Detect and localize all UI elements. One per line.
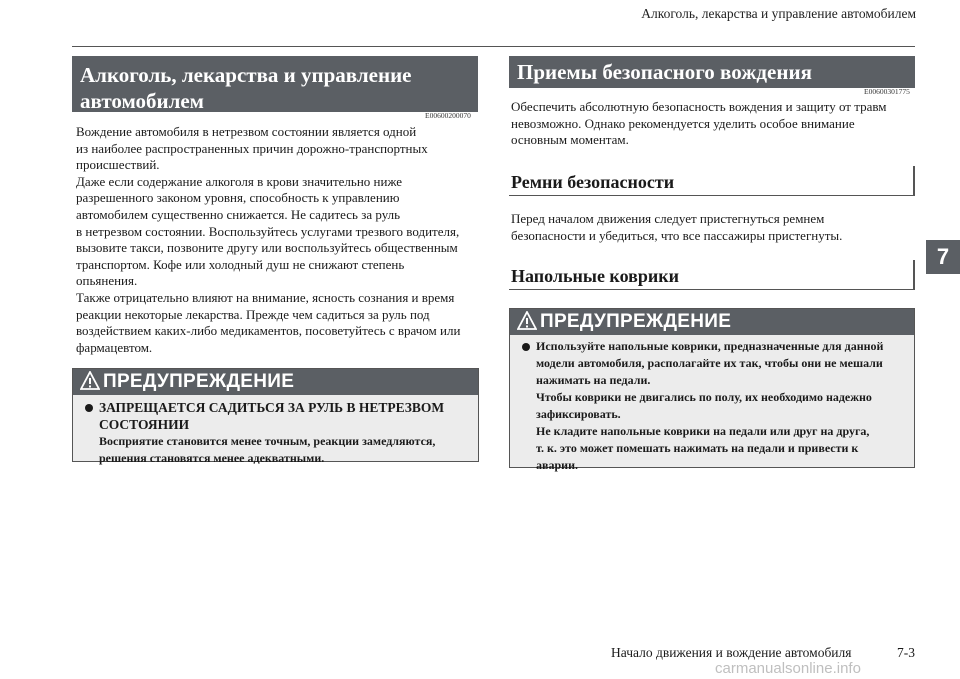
warning-text-line: аварии. [536, 458, 578, 472]
bullet-icon [85, 404, 93, 412]
warning-box-alcohol [72, 368, 479, 465]
text-line: Вождение автомобиля в нетрезвом состоянии является одной [76, 124, 417, 139]
warning-text-line: Восприятие становится менее точным, реакции замедляются, [99, 434, 436, 448]
text-line: из наиболее распространенных причин дорожно-транспортных [76, 140, 428, 156]
warning-label: ПРЕДУПРЕЖДЕНИЕ [540, 311, 732, 332]
text-line: Перед началом движения следует пристегнуться ремнем [511, 211, 825, 226]
section-heading-alcohol [72, 56, 478, 112]
warning-text-line: решения становятся менее адекватными. [99, 451, 325, 465]
chapter-tab: 7 [926, 240, 960, 274]
text-line: разрешенного законом уровня, способность к управлению [76, 190, 400, 206]
text-line: в нетрезвом состоянии. Воспользуйтесь услугами трезвого водителя, [76, 223, 460, 239]
warning-title-line: ЗАПРЕЩАЕТСЯ САДИТЬСЯ ЗА РУЛЬ В НЕТРЕЗВОМ [99, 400, 445, 415]
warning-header [510, 309, 914, 335]
subheading-floor-mats [509, 260, 915, 290]
warning-label: ПРЕДУПРЕЖДЕНИЕ [103, 371, 295, 392]
text-line: вызовите такси, позвоните другу или воспользуйтесь общественным [76, 240, 458, 256]
section-code: E00600301775 [864, 87, 910, 96]
text-line: Обеспечить абсолютную безопасность вождения и защиту от травм [511, 99, 887, 114]
section-heading-safe-driving [509, 56, 915, 88]
text-line: происшествий. [76, 157, 160, 173]
warning-text-line: т. к. это может помешать нажимать на педали и привести к [536, 441, 859, 455]
heading-line: Приемы безопасного вождения [517, 60, 812, 84]
warning-text-line: модели автомобиля, располагайте их так, чтобы они не мешали [536, 356, 883, 370]
text-line: воздействием каких-либо медикаментов, посоветуйтесь с врачом или [76, 323, 461, 339]
warning-triangle-icon [80, 371, 100, 399]
heading-line: Алкоголь, лекарства и управление [80, 63, 412, 87]
text-line: основным моментам. [511, 132, 629, 148]
text-line: автомобилем существенно снижается. Не садитесь за руль [76, 206, 401, 222]
warning-item [522, 338, 906, 474]
warning-body [73, 395, 478, 471]
safe-driving-intro [511, 99, 915, 149]
text-line: транспортом. Кофе или холодный душ не снижают степень [76, 256, 405, 272]
subheading-label: Напольные коврики [511, 266, 679, 286]
seatbelts-text [511, 211, 915, 244]
text-line: Также отрицательно влияют на внимание, ясность сознания и время [76, 289, 455, 305]
warning-triangle-icon [517, 311, 537, 339]
text-line: Даже если содержание алкоголя в крови значительно ниже [76, 173, 403, 189]
warning-header [73, 369, 478, 395]
text-line: безопасности и убедиться, что все пассажиры пристегнуты. [511, 227, 843, 243]
subheading-label: Ремни безопасности [511, 172, 675, 192]
warning-text-line: зафиксировать. [536, 407, 621, 421]
warning-text-line: Не кладите напольные коврики на педали или друг на друга, [536, 424, 870, 438]
subheading-seatbelts [509, 166, 915, 196]
footer-chapter-title: Начало движения и вождение автомобиля [611, 645, 852, 660]
header-divider [72, 46, 915, 47]
warning-title-line: СОСТОЯНИИ [99, 417, 190, 432]
page-number: 7-3 [897, 645, 915, 660]
bullet-icon [522, 343, 530, 351]
warning-body [510, 335, 914, 478]
warning-item [85, 399, 470, 467]
heading-line: автомобилем [80, 89, 204, 113]
text-line: фармацевтом. [76, 339, 153, 355]
warning-box-floor-mats [509, 308, 915, 472]
alcohol-body-text [76, 124, 480, 356]
text-line: опьянения. [76, 273, 138, 289]
warning-text-line: Чтобы коврики не двигались по полу, их необходимо надежно [536, 390, 872, 404]
running-header: Алкоголь, лекарства и управление автомобилем [641, 6, 916, 21]
text-line: невозможно. Однако рекомендуется уделить особое внимание [511, 115, 855, 131]
watermark: carmanualsonline.info [715, 660, 861, 677]
section-code: E00600200070 [425, 111, 471, 120]
text-line: реакции некоторые лекарства. Прежде чем садиться за руль под [76, 306, 430, 322]
warning-text-line: Используйте напольные коврики, предназначенные для данной [536, 339, 884, 353]
warning-text-line: нажимать на педали. [536, 373, 651, 387]
